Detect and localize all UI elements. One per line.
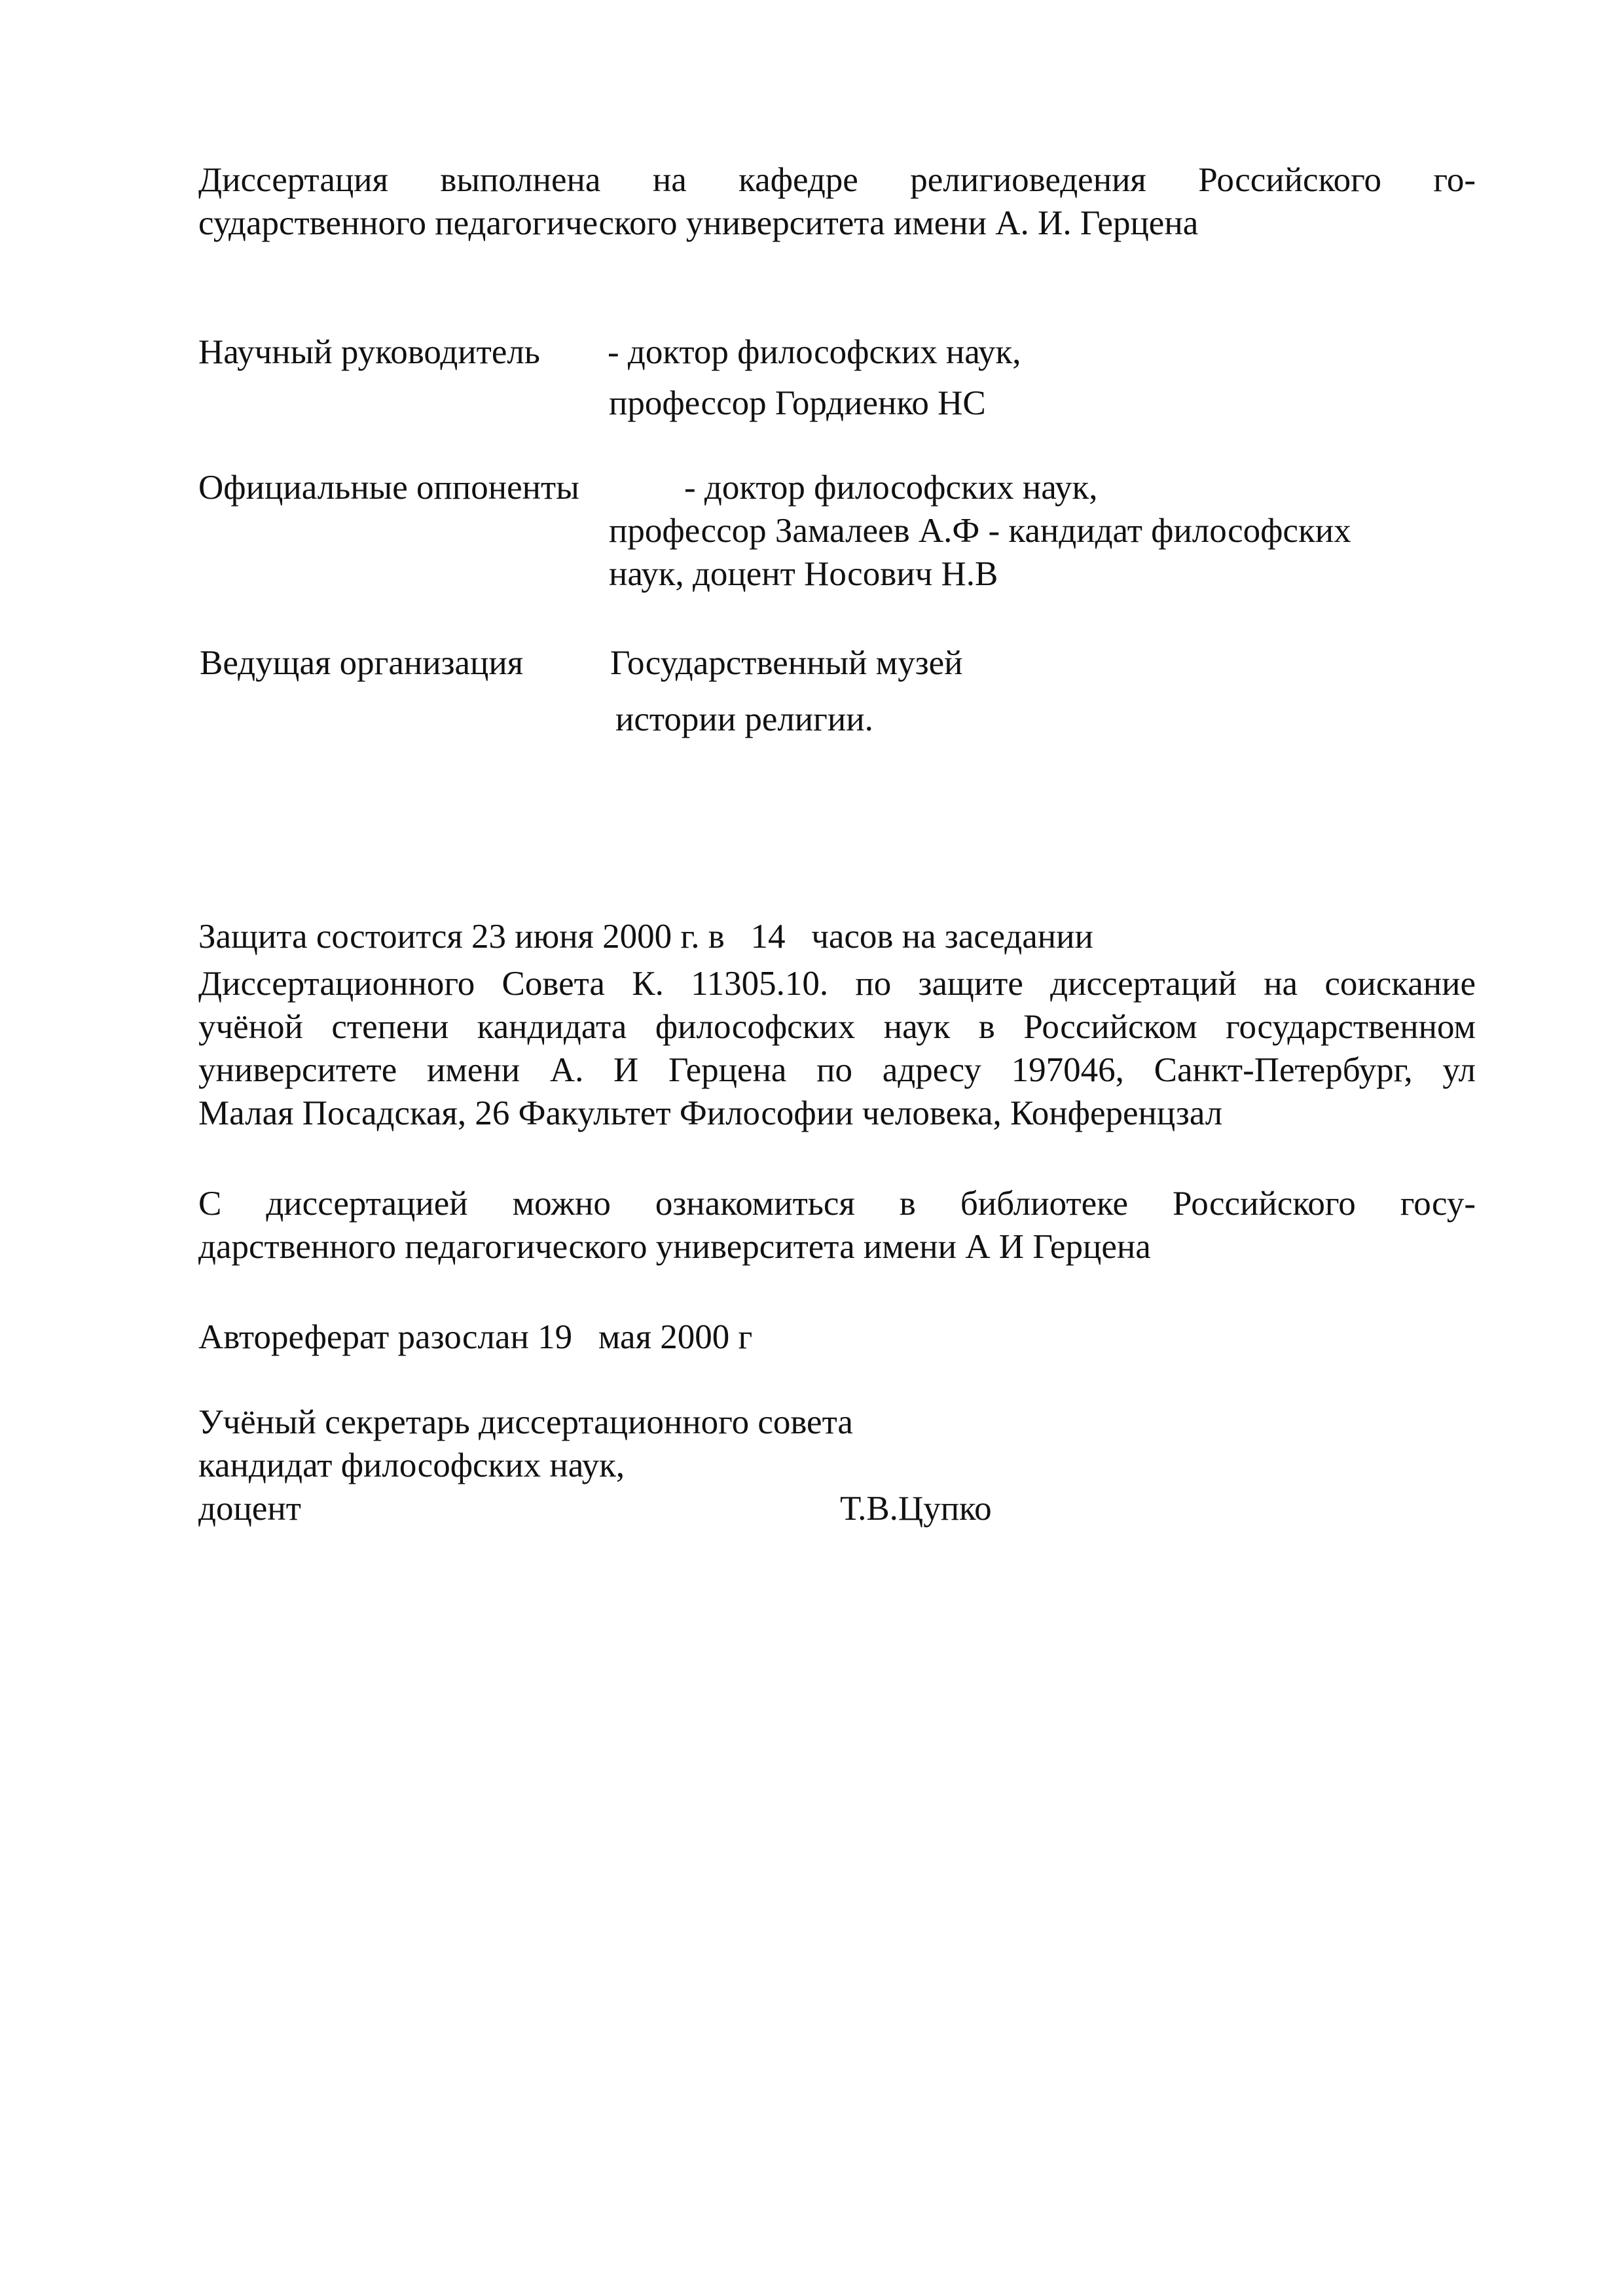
library-line-1: С диссертацией можно ознакомиться в библиотеке Российского госу- bbox=[198, 1185, 1476, 1223]
opponents-line-1: - доктор философских наук, bbox=[684, 469, 1098, 507]
defense-line-4: университете имени А. И Герцена по адресу 197046, Санкт-Петербург, ул bbox=[198, 1051, 1476, 1089]
abstract-sent-line: Автореферат разослан 19 мая 2000 г bbox=[198, 1318, 753, 1356]
secretary-name: Т.В.Цупко bbox=[840, 1490, 992, 1528]
opponents-label: Официальные оппоненты bbox=[198, 469, 579, 507]
leading-org-label: Ведущая организация bbox=[200, 644, 524, 682]
defense-line-2: Диссертационного Совета К. 11305.10. по защите диссертаций на соискание bbox=[198, 965, 1476, 1003]
secretary-line-2: кандидат философских наук, bbox=[198, 1446, 625, 1484]
opponents-line-3: наук, доцент Носович Н.В bbox=[609, 555, 998, 593]
supervisor-line-1: - доктор философских наук, bbox=[608, 333, 1021, 371]
supervisor-line-2: профессор Гордиенко НС bbox=[609, 384, 986, 422]
leading-org-line-1: Государственный музей bbox=[610, 644, 963, 682]
library-line-2: дарственного педагогического университета имени А И Герцена bbox=[198, 1228, 1151, 1266]
secretary-line-1: Учёный секретарь диссертационного совета bbox=[198, 1403, 853, 1441]
secretary-title: доцент bbox=[198, 1490, 301, 1528]
intro-line-2: сударственного педагогического университета имени А. И. Герцена bbox=[198, 204, 1199, 242]
opponents-line-2: профессор Замалеев А.Ф - кандидат философских bbox=[609, 512, 1351, 550]
defense-line-3: учёной степени кандидата философских наук в Российском государственном bbox=[198, 1008, 1476, 1046]
supervisor-label: Научный руководитель bbox=[198, 333, 540, 371]
defense-line-5: Малая Посадская, 26 Факультет Философии человека, Конференцзал bbox=[198, 1094, 1223, 1132]
leading-org-line-2: истории религии. bbox=[615, 700, 873, 738]
intro-line-1: Диссертация выполнена на кафедре религиоведения Российского го- bbox=[198, 161, 1476, 199]
defense-line-1: Защита состоится 23 июня 2000 г. в 14 часов на заседании bbox=[198, 918, 1093, 956]
